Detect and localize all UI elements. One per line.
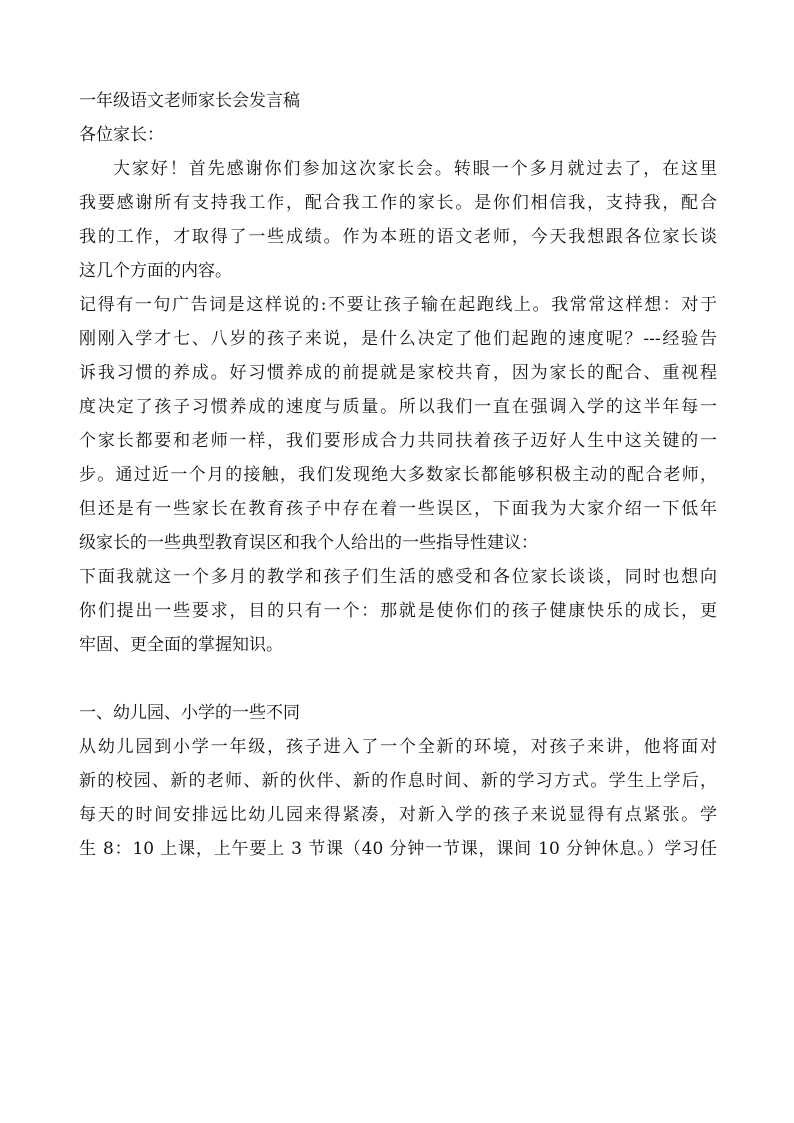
- blank-line: [79, 662, 717, 696]
- paragraph-line: 我的工作，才取得了一些成绩。作为本班的语文老师，今天我想跟各位家长谈: [79, 227, 717, 247]
- paragraph-line: 从幼儿园到小学一年级，孩子进入了一个全新的环境，对孩子来讲，他将面对: [79, 737, 717, 757]
- paragraph-line: 这几个方面的内容。: [79, 261, 232, 281]
- section-heading: 一、幼儿园、小学的一些不同: [79, 703, 300, 723]
- salutation: 各位家长：: [79, 125, 164, 145]
- paragraph-line: 每天的时间安排远比幼儿园来得紧凑，对新入学的孩子来说显得有点紧张。学: [79, 805, 717, 825]
- paragraph-line: 你们提出一些要求，目的只有一个：那就是使你们的孩子健康快乐的成长，更: [79, 601, 717, 621]
- paragraph-line: 步。通过近一个月的接触，我们发现绝大多数家长都能够积极主动的配合老师，: [79, 465, 717, 485]
- paragraph-line: 但还是有一些家长在教育孩子中存在着一些误区，下面我为大家介绍一下低年: [79, 499, 717, 519]
- paragraph-line: 诉我习惯的养成。好习惯养成的前提就是家校共育，因为家长的配合、重视程: [79, 363, 717, 383]
- paragraph-line: 记得有一句广告词是这样说的:不要让孩子输在起跑线上。我常常这样想：对于: [79, 295, 717, 315]
- paragraph-line: 生 8：10 上课，上午要上 3 节课（40 分钟一节课，课间 10 分钟休息。）学习任: [79, 839, 717, 859]
- section-body: [79, 730, 717, 866]
- paragraph-line: 个家长都要和老师一样，我们要形成合力共同扶着孩子迈好人生中这关键的一: [79, 431, 717, 451]
- paragraph-line: 下面我就这一个多月的教学和孩子们生活的感受和各位家长谈谈，同时也想向: [79, 567, 717, 587]
- paragraph-line: 我要感谢所有支持我工作，配合我工作的家长。是你们相信我，支持我，配合: [79, 193, 717, 213]
- paragraph-line: 度决定了孩子习惯养成的速度与质量。所以我们一直在强调入学的这半年每一: [79, 397, 717, 417]
- paragraph-habits: [79, 288, 717, 560]
- paragraph-line: 刚刚入学才七、八岁的孩子来说，是什么决定了他们起跑的速度呢？---经验告: [79, 329, 717, 349]
- document-body: [79, 84, 717, 866]
- paragraph-line: 新的校园、新的老师、新的伙伴、新的作息时间、新的学习方式。学生上学后，: [79, 771, 717, 791]
- paragraph-line: 大家好！首先感谢你们参加这次家长会。转眼一个多月就过去了，在这里: [113, 159, 717, 179]
- paragraph-line: 牢固、更全面的掌握知识。: [79, 635, 283, 655]
- paragraph-requests: [79, 560, 717, 662]
- document-title: 一年级语文老师家长会发言稿: [79, 91, 300, 111]
- paragraph-greeting: [79, 152, 717, 288]
- paragraph-line: 级家长的一些典型教育误区和我个人给出的一些指导性建议：: [79, 533, 538, 553]
